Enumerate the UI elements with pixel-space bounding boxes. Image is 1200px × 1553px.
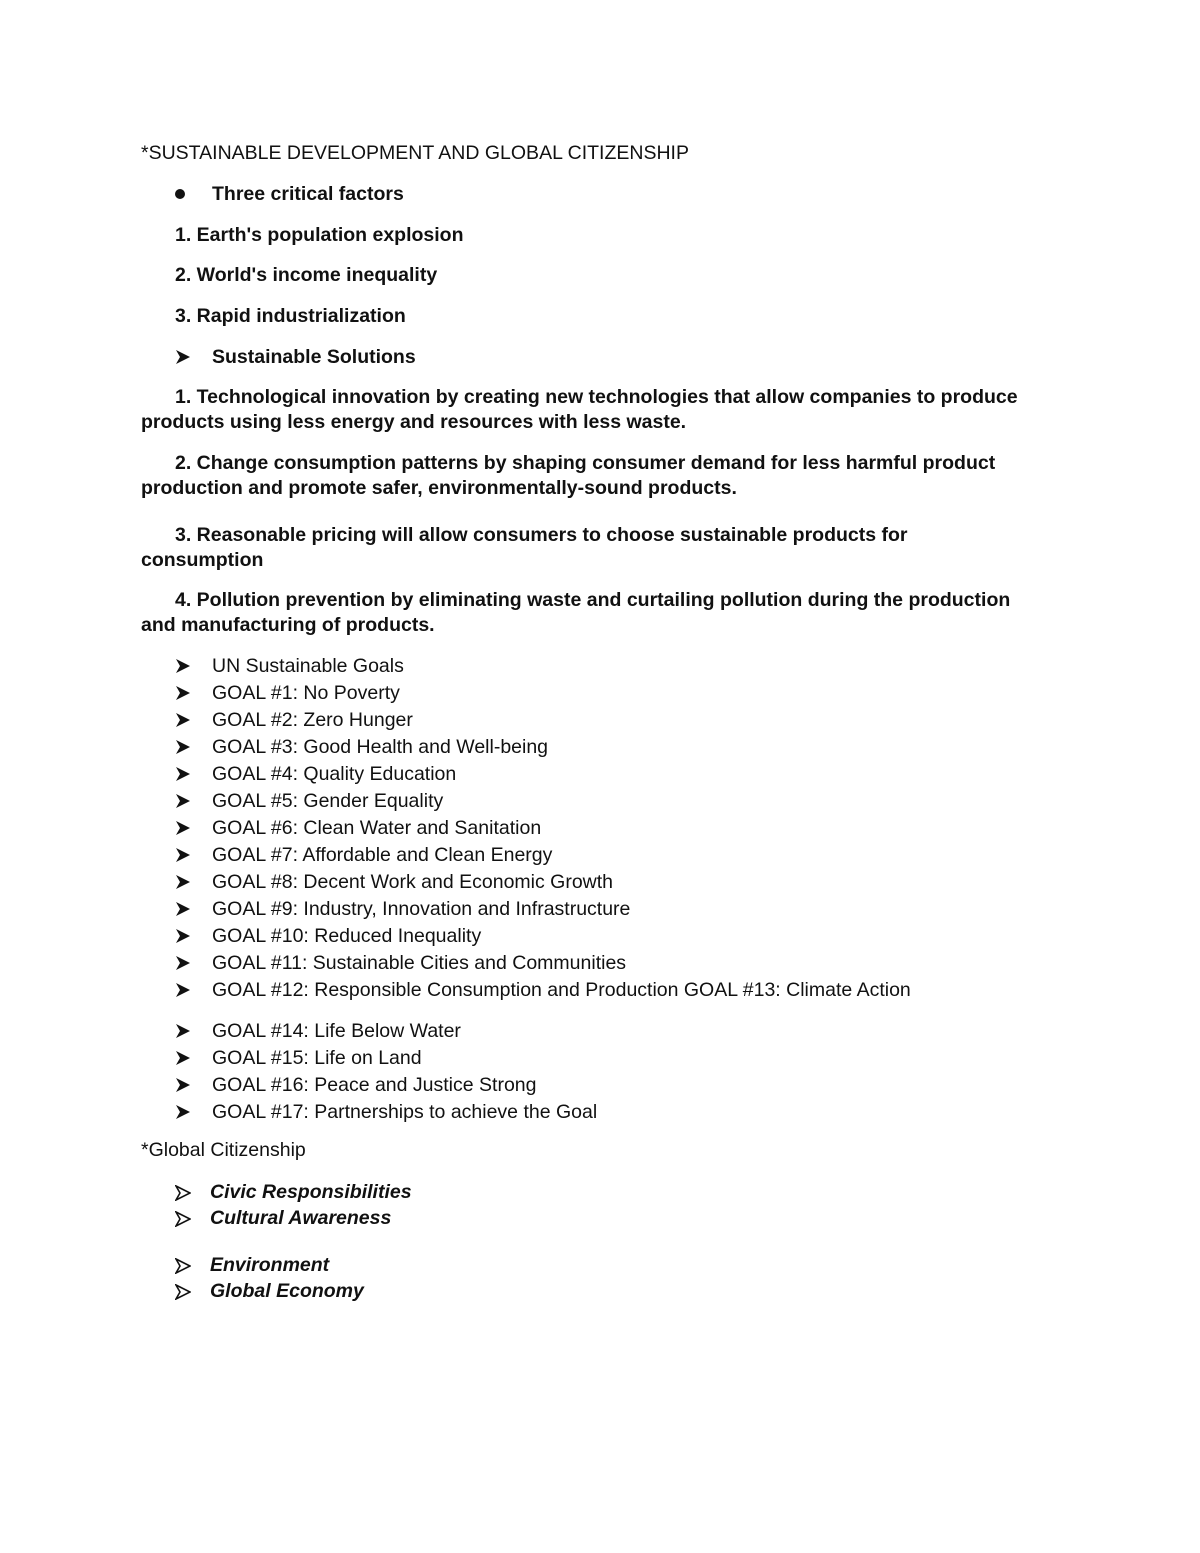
arrowhead-bullet-icon [175,739,191,755]
solutions-heading: Sustainable Solutions [212,346,416,368]
document-title: *SUSTAINABLE DEVELOPMENT AND GLOBAL CITIZENSHIP [141,142,689,164]
factor-item: 1. Earth's population explosion [175,224,464,246]
goal-item: GOAL #2: Zero Hunger [212,709,413,731]
citizenship-heading: *Global Citizenship [141,1139,306,1161]
arrowhead-bullet-icon [175,874,191,890]
bullet-dot-icon [175,189,185,199]
solution-text: 1. Technological innovation by creating new technologies that allow companies to produce products using less energy and resources with less waste. [141,386,1018,433]
goal-item: GOAL #10: Reduced Inequality [212,925,482,947]
arrowhead-bullet-icon [175,766,191,782]
goal-item: GOAL #15: Life on Land [212,1047,422,1069]
arrowhead-outline-bullet-icon [175,1258,191,1274]
citizenship-item: Civic Responsibilities [210,1181,412,1203]
goal-item: GOAL #9: Industry, Innovation and Infrastructure [212,898,631,920]
goal-item: GOAL #3: Good Health and Well-being [212,736,549,758]
arrowhead-bullet-icon [175,712,191,728]
arrowhead-bullet-icon [175,901,191,917]
arrowhead-bullet-icon [175,1104,191,1120]
arrowhead-bullet-icon [175,1050,191,1066]
citizenship-item: Environment [210,1254,330,1276]
factor-item: 2. World's income inequality [175,264,438,286]
solution-text: 4. Pollution prevention by eliminating waste and curtailing pollution during the production and manufacturing of products. [141,589,1011,636]
arrowhead-outline-bullet-icon [175,1211,191,1227]
goal-item: GOAL #14: Life Below Water [212,1020,461,1042]
goal-item: GOAL #5: Gender Equality [212,790,444,812]
citizenship-item: Global Economy [210,1280,364,1302]
goal-item: GOAL #6: Clean Water and Sanitation [212,817,542,839]
citizenship-item: Cultural Awareness [210,1207,392,1229]
solution-text: 3. Reasonable pricing will allow consumers to choose sustainable products for consumption [141,524,908,571]
arrowhead-bullet-icon [175,685,191,701]
arrowhead-bullet-icon [175,349,191,365]
solution-item [141,451,1021,501]
solution-item [141,523,1021,573]
goal-item: GOAL #12: Responsible Consumption and Production GOAL #13: Climate Action [212,979,911,1001]
arrowhead-bullet-icon [175,658,191,674]
solution-item [141,588,1021,638]
arrowhead-outline-bullet-icon [175,1284,191,1300]
goal-item: GOAL #16: Peace and Justice Strong [212,1074,537,1096]
arrowhead-bullet-icon [175,847,191,863]
arrowhead-outline-bullet-icon [175,1185,191,1201]
goal-item: GOAL #8: Decent Work and Economic Growth [212,871,614,893]
goal-item: GOAL #4: Quality Education [212,763,457,785]
arrowhead-bullet-icon [175,1023,191,1039]
arrowhead-bullet-icon [175,928,191,944]
goals-heading: UN Sustainable Goals [212,655,404,677]
solution-text: 2. Change consumption patterns by shaping consumer demand for less harmful product production and promote safer, environmentally-sound products. [141,452,996,499]
goal-item: GOAL #11: Sustainable Cities and Communities [212,952,627,974]
goal-item: GOAL #1: No Poverty [212,682,400,704]
arrowhead-bullet-icon [175,820,191,836]
arrowhead-bullet-icon [175,1077,191,1093]
factor-item: 3. Rapid industrialization [175,305,406,327]
arrowhead-bullet-icon [175,793,191,809]
arrowhead-bullet-icon [175,955,191,971]
arrowhead-bullet-icon [175,982,191,998]
goal-item: GOAL #17: Partnerships to achieve the Goal [212,1101,598,1123]
goal-item: GOAL #7: Affordable and Clean Energy [212,844,553,866]
solution-item [141,385,1021,435]
factors-heading: Three critical factors [212,183,404,205]
